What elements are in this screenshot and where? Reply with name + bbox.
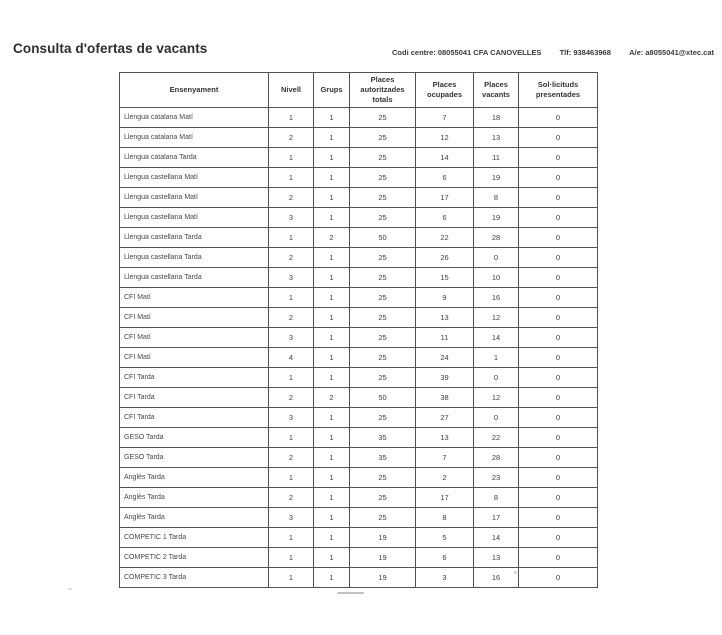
value-cell: 5 [416,528,474,548]
value-cell: 0 [519,428,598,448]
value-cell: 0 [519,368,598,388]
value-cell: 35 [350,448,416,468]
value-cell: 0 [519,388,598,408]
value-cell: 25 [350,488,416,508]
value-cell: 0 [519,208,598,228]
value-cell: 2 [269,248,314,268]
value-cell: 2 [269,488,314,508]
value-cell: 23 [474,468,519,488]
value-cell: 14 [416,148,474,168]
ensenyament-cell: CFI Matí [120,348,269,368]
value-cell: 3 [269,268,314,288]
table-row [120,208,598,228]
ensenyament-cell: COMPETIC 2 Tarda [120,548,269,568]
value-cell: 22 [416,228,474,248]
value-cell: 17 [416,488,474,508]
value-cell: 25 [350,148,416,168]
value-cell: 19 [350,528,416,548]
value-cell: 0 [519,348,598,368]
value-cell: 0 [519,188,598,208]
value-cell: 2 [314,228,350,248]
value-cell: 39 [416,368,474,388]
ensenyament-cell: CFI Tarda [120,388,269,408]
table-row [120,308,598,328]
column-header: Sol·licituds presentades [519,73,598,108]
value-cell: 0 [519,128,598,148]
value-cell: 0 [519,328,598,348]
value-cell: 38 [416,388,474,408]
value-cell: 1 [314,528,350,548]
ensenyament-cell: Anglès Tarda [120,488,269,508]
value-cell: 1 [474,348,519,368]
value-cell: 3 [269,328,314,348]
value-cell: 9 [416,288,474,308]
value-cell: 24 [416,348,474,368]
ensenyament-cell: CFI Tarda [120,368,269,388]
value-cell: 27 [416,408,474,428]
table-row [120,288,598,308]
value-cell: 4 [269,348,314,368]
ensenyament-cell: CFI Tarda [120,408,269,428]
scan-artifact-dash [337,592,364,594]
value-cell: 16 [474,288,519,308]
value-cell: 1 [269,468,314,488]
table-row [120,168,598,188]
value-cell: 0 [519,488,598,508]
value-cell: 3 [416,568,474,588]
value-cell: 0 [519,168,598,188]
value-cell: 2 [269,128,314,148]
value-cell: 0 [474,248,519,268]
value-cell: 1 [314,408,350,428]
value-cell: 25 [350,288,416,308]
ensenyament-cell: Anglès Tarda [120,468,269,488]
value-cell: 1 [314,488,350,508]
value-cell: 1 [314,268,350,288]
value-cell: 1 [269,548,314,568]
value-cell: 2 [314,388,350,408]
value-cell: 1 [314,368,350,388]
value-cell: 17 [474,508,519,528]
value-cell: 35 [350,428,416,448]
ensenyament-cell: CFI Matí [120,328,269,348]
value-cell: 1 [314,448,350,468]
centre-info-line [392,48,714,57]
value-cell: 25 [350,508,416,528]
value-cell: 0 [519,268,598,288]
table-row [120,428,598,448]
value-cell: 0 [519,228,598,248]
value-cell: 25 [350,168,416,188]
table-row [120,368,598,388]
value-cell: 0 [519,528,598,548]
value-cell: 28 [474,228,519,248]
value-cell: 19 [350,548,416,568]
value-cell: 1 [314,148,350,168]
column-header: Places ocupades [416,73,474,108]
table-row [120,488,598,508]
value-cell: 1 [314,108,350,128]
table-row [120,108,598,128]
value-cell: 1 [269,568,314,588]
table-row [120,128,598,148]
value-cell: 2 [416,468,474,488]
value-cell: 0 [519,248,598,268]
ensenyament-cell: Llengua catalana Matí [120,128,269,148]
column-header: Places autoritzades totals [350,73,416,108]
value-cell: 25 [350,208,416,228]
value-cell: 25 [350,268,416,288]
column-header: Nivell [269,73,314,108]
value-cell: 13 [416,428,474,448]
value-cell: 1 [314,328,350,348]
table-header-row [120,73,598,108]
ensenyament-cell: GESO Tarda [120,428,269,448]
value-cell: 28 [474,448,519,468]
value-cell: 15 [416,268,474,288]
value-cell: 1 [314,208,350,228]
ensenyament-cell: CFI Matí [120,308,269,328]
table-row [120,328,598,348]
value-cell: 6 [416,168,474,188]
scan-artifact-speck [68,588,72,590]
column-header: Ensenyament [120,73,269,108]
value-cell: 25 [350,408,416,428]
table-row [120,448,598,468]
ensenyament-cell: CFI Matí [120,288,269,308]
value-cell: 8 [416,508,474,528]
value-cell: 25 [350,188,416,208]
value-cell: 1 [314,128,350,148]
value-cell: 1 [269,368,314,388]
value-cell: 14 [474,328,519,348]
value-cell: 11 [416,328,474,348]
value-cell: 1 [314,468,350,488]
value-cell: 25 [350,308,416,328]
table-row [120,548,598,568]
ensenyament-cell: Llengua castellana Tarda [120,248,269,268]
value-cell: 2 [269,448,314,468]
table-row [120,248,598,268]
value-cell: 0 [519,468,598,488]
value-cell: 13 [474,128,519,148]
value-cell: 0 [474,408,519,428]
value-cell: 2 [269,188,314,208]
value-cell: 3 [269,508,314,528]
value-cell: 1 [269,168,314,188]
ensenyament-cell: Llengua catalana Matí [120,108,269,128]
value-cell: 1 [269,148,314,168]
value-cell: 50 [350,388,416,408]
value-cell: 22 [474,428,519,448]
value-cell: 1 [314,348,350,368]
value-cell: 1 [269,288,314,308]
ensenyament-cell: COMPETIC 1 Tarda [120,528,269,548]
value-cell: 6 [416,548,474,568]
value-cell: 14 [474,528,519,548]
centre-code-label: Codi centre: 08055041 CFA CANOVELLES [392,48,542,57]
value-cell: 13 [416,308,474,328]
scan-artifact-speck [514,571,517,574]
value-cell: 1 [314,568,350,588]
value-cell: 25 [350,248,416,268]
value-cell: 19 [350,568,416,588]
value-cell: 1 [269,108,314,128]
value-cell: 1 [314,548,350,568]
value-cell: 25 [350,368,416,388]
value-cell: 0 [519,108,598,128]
value-cell: 1 [314,188,350,208]
vacancies-table [119,72,598,588]
value-cell: 1 [314,168,350,188]
column-header: Places vacants [474,73,519,108]
value-cell: 7 [416,448,474,468]
table-row [120,268,598,288]
table-row [120,568,598,588]
value-cell: 0 [519,148,598,168]
value-cell: 0 [519,568,598,588]
ensenyament-cell: Llengua castellana Matí [120,168,269,188]
value-cell: 19 [474,168,519,188]
value-cell: 16 [474,568,519,588]
value-cell: 12 [474,308,519,328]
phone-label: Tlf: 938463968 [559,48,611,57]
value-cell: 0 [474,368,519,388]
value-cell: 17 [416,188,474,208]
value-cell: 1 [314,248,350,268]
ensenyament-cell: Llengua castellana Tarda [120,268,269,288]
table-row [120,388,598,408]
table-header [120,73,598,108]
value-cell: 25 [350,468,416,488]
value-cell: 12 [416,128,474,148]
value-cell: 25 [350,348,416,368]
value-cell: 50 [350,228,416,248]
value-cell: 10 [474,268,519,288]
ensenyament-cell: Anglès Tarda [120,508,269,528]
value-cell: 1 [314,288,350,308]
column-header: Grups [314,73,350,108]
table-row [120,228,598,248]
value-cell: 1 [269,428,314,448]
value-cell: 3 [269,208,314,228]
value-cell: 1 [314,508,350,528]
ensenyament-cell: GESO Tarda [120,448,269,468]
value-cell: 1 [269,228,314,248]
value-cell: 1 [314,308,350,328]
table-row [120,528,598,548]
table-row [120,408,598,428]
email-label: A/e: a8055041@xtec.cat [629,48,714,57]
value-cell: 8 [474,188,519,208]
table-row [120,508,598,528]
value-cell: 0 [519,308,598,328]
value-cell: 1 [269,528,314,548]
table-row [120,148,598,168]
value-cell: 0 [519,288,598,308]
value-cell: 8 [474,488,519,508]
value-cell: 2 [269,388,314,408]
value-cell: 3 [269,408,314,428]
value-cell: 6 [416,208,474,228]
value-cell: 19 [474,208,519,228]
ensenyament-cell: Llengua catalana Tarda [120,148,269,168]
value-cell: 13 [474,548,519,568]
page-title: Consulta d'ofertas de vacants [13,41,208,56]
value-cell: 25 [350,108,416,128]
value-cell: 0 [519,548,598,568]
ensenyament-cell: Llengua castellana Matí [120,188,269,208]
ensenyament-cell: Llengua castellana Tarda [120,228,269,248]
value-cell: 26 [416,248,474,268]
value-cell: 18 [474,108,519,128]
table-body [120,108,598,588]
value-cell: 1 [314,428,350,448]
value-cell: 25 [350,128,416,148]
value-cell: 12 [474,388,519,408]
ensenyament-cell: Llengua castellana Matí [120,208,269,228]
ensenyament-cell: COMPETIC 3 Tarda [120,568,269,588]
value-cell: 11 [474,148,519,168]
value-cell: 2 [269,308,314,328]
table-row [120,468,598,488]
value-cell: 25 [350,328,416,348]
table-row [120,188,598,208]
value-cell: 0 [519,508,598,528]
value-cell: 0 [519,408,598,428]
value-cell: 0 [519,448,598,468]
value-cell: 7 [416,108,474,128]
table-row [120,348,598,368]
